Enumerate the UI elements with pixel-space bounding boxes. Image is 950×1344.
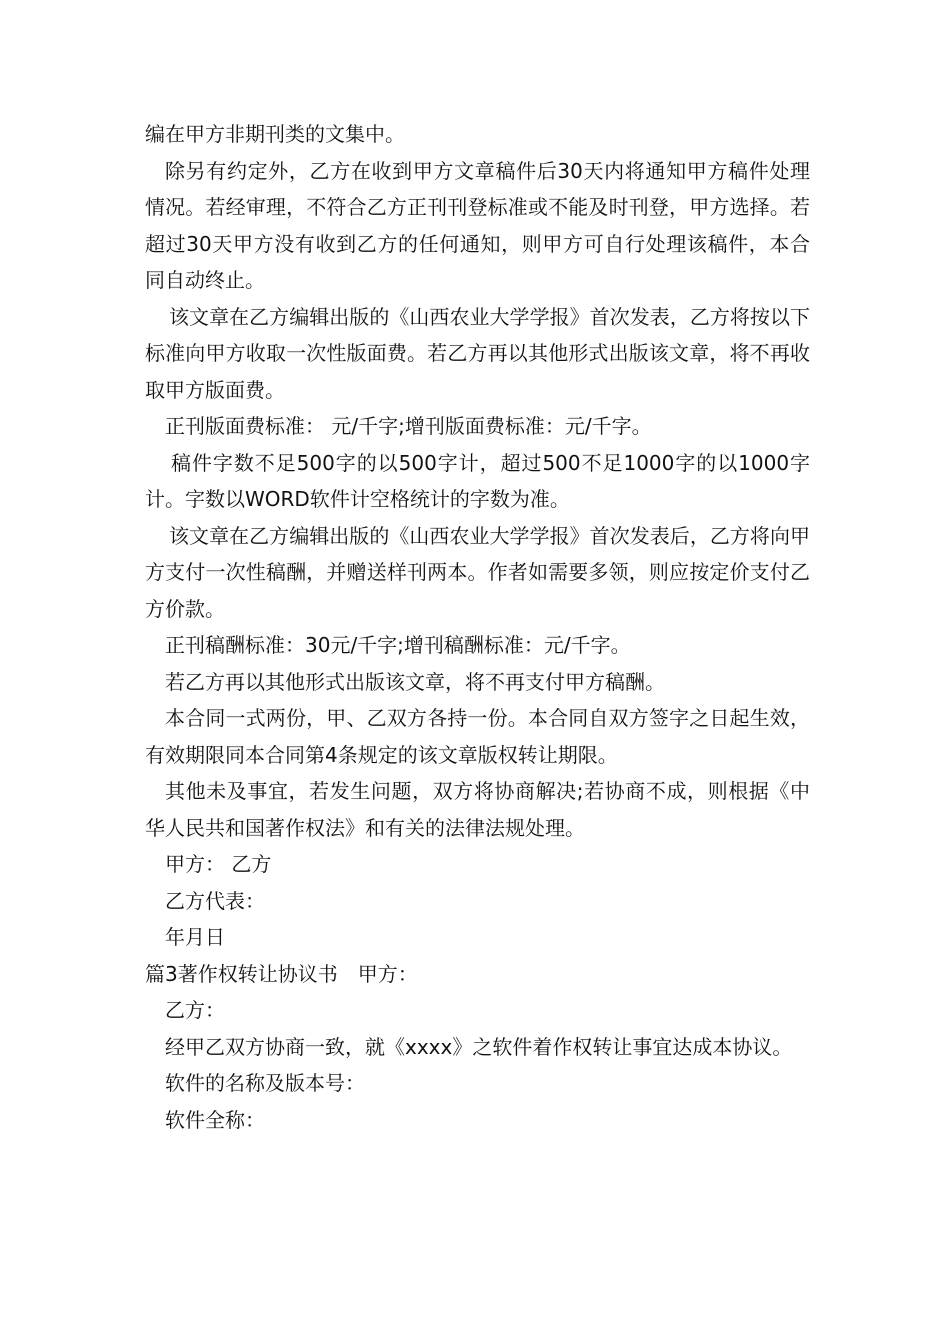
section-heading: 篇3著作权转让协议书 甲方： bbox=[145, 961, 418, 986]
software-full-name: 软件全称： bbox=[165, 1107, 265, 1132]
document-body bbox=[145, 116, 810, 1138]
paragraph-7: 正刊稿酬标准：30元/千字;增刊稿酬标准：元/千字。 bbox=[165, 633, 631, 657]
paragraph-2: 除另有约定外，乙方在收到甲方文章稿件后30天内将通知甲方稿件处理情况。若经审理，不符合乙方正刊刊登标准或不能及时刊登，甲方选择。若超过30天甲方没有收到乙方的任何通知，则甲方可自行处理该稿件，本合同自动终止。 bbox=[145, 158, 810, 292]
paragraph-10: 其他未及事宜，若发生问题，双方将协商解决;若协商不成，则根据《中华人民共和国著作权法》和有关的法律法规处理。 bbox=[145, 779, 810, 840]
agreement-intro: 经甲乙双方协商一致，就《xxxx》之软件着作权转让事宜达成本协议。 bbox=[165, 1034, 793, 1059]
paragraph-8: 若乙方再以其他形式出版该文章，将不再支付甲方稿酬。 bbox=[165, 669, 665, 694]
paragraph-9: 本合同一式两份，甲、乙双方各持一份。本合同自双方签字之日起生效，有效期限同本合同第4条规定的该文章版权转让期限。 bbox=[145, 706, 810, 767]
paragraph-5: 稿件字数不足500字的以500字计，超过500不足1000字的以1000字计。字数以WORD软件计空格统计的字数为准。 bbox=[145, 450, 810, 511]
software-name-version: 软件的名称及版本号： bbox=[165, 1071, 365, 1095]
signature-date: 年月日 bbox=[165, 925, 225, 949]
signature-parties: 甲方： 乙方 bbox=[165, 852, 272, 876]
signature-representative: 乙方代表： bbox=[165, 888, 265, 913]
paragraph-1: 编在甲方非期刊类的文集中。 bbox=[145, 122, 405, 146]
party-b-line: 乙方： bbox=[165, 998, 225, 1022]
paragraph-3: 该文章在乙方编辑出版的《山西农业大学学报》首次发表，乙方将按以下标准向甲方收取一次性版面费。若乙方再以其他形式出版该文章，将不再收取甲方版面费。 bbox=[145, 304, 810, 402]
paragraph-6: 该文章在乙方编辑出版的《山西农业大学学报》首次发表后，乙方将向甲方支付一次性稿酬，并赠送样刊两本。作者如需要多领，则应按定价支付乙方价款。 bbox=[145, 523, 810, 621]
paragraph-4: 正刊版面费标准： 元/千字;增刊版面费标准：元/千字。 bbox=[165, 414, 652, 438]
